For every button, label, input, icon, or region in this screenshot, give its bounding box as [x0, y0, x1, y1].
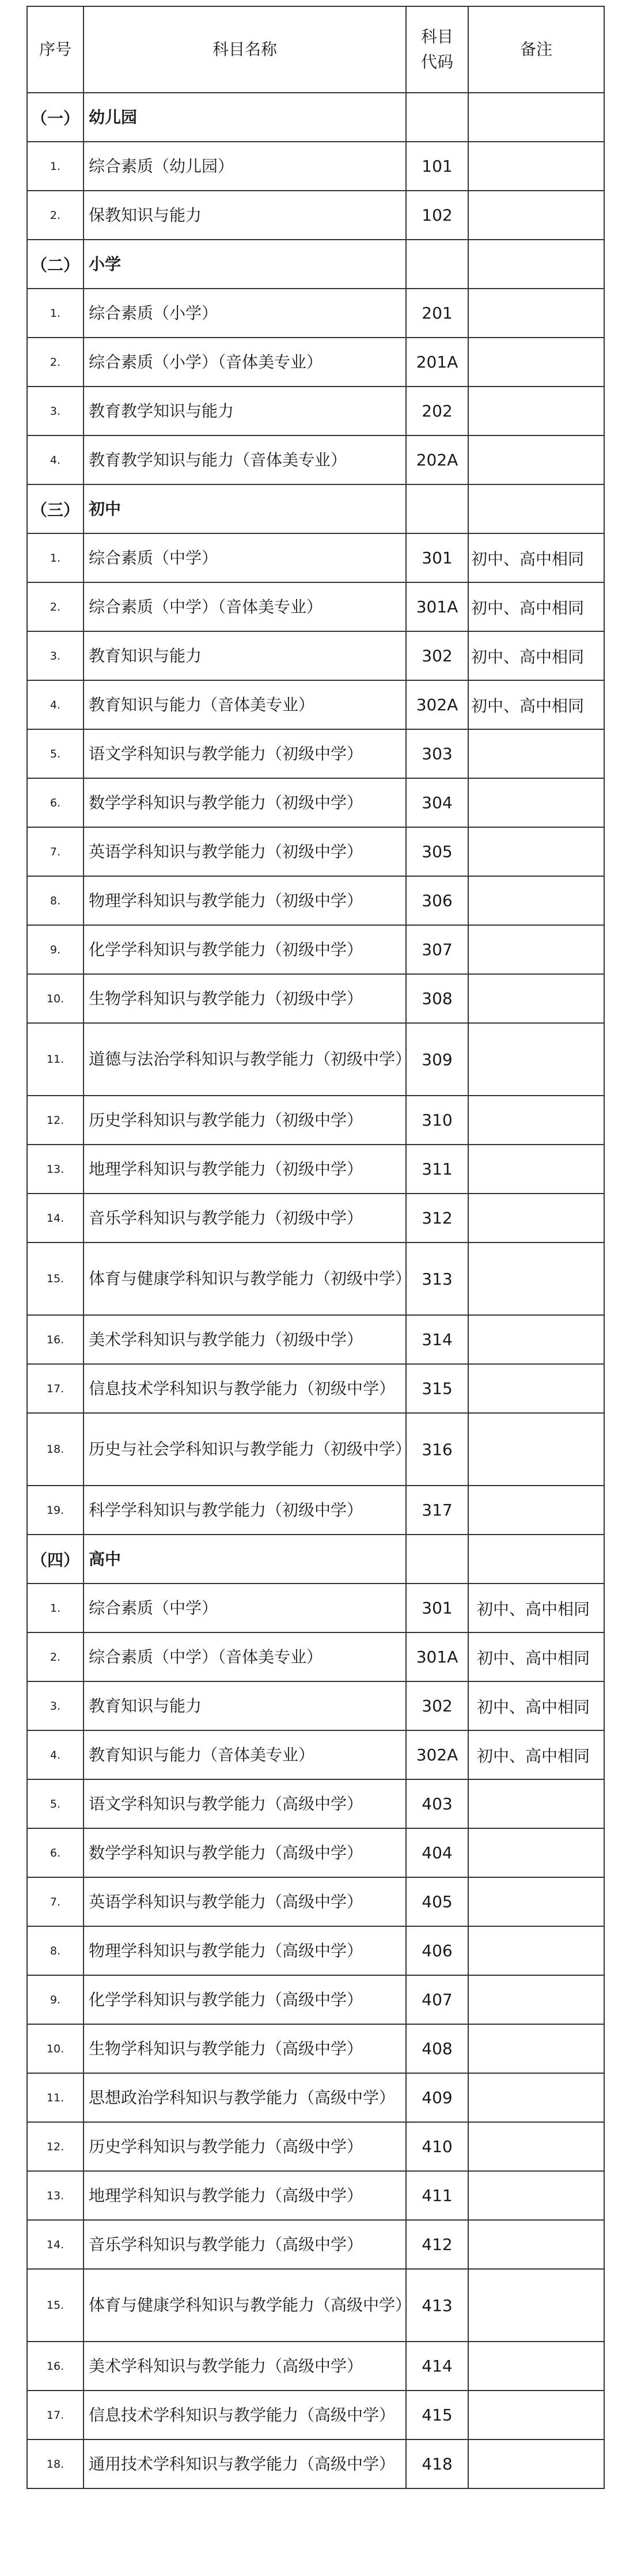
- row-no: 3.: [26, 1682, 84, 1731]
- row-name: 历史学科知识与教学能力（高级中学）: [84, 2123, 407, 2172]
- row-name: 综合素质（小学）: [84, 289, 407, 338]
- table-row: [26, 2342, 605, 2391]
- row-no: 6.: [26, 779, 84, 828]
- header-note: 备注: [469, 6, 605, 93]
- table-row: [26, 632, 605, 681]
- table-row: [26, 1145, 605, 1194]
- row-note: [469, 1145, 605, 1194]
- row-code: 414: [407, 2342, 469, 2391]
- row-code: 313: [407, 1243, 469, 1316]
- row-name: 教育知识与能力: [84, 1682, 407, 1731]
- row-code: 316: [407, 1414, 469, 1486]
- row-code: 302: [407, 632, 469, 681]
- row-note: [469, 1976, 605, 2025]
- row-name: 保教知识与能力: [84, 191, 407, 240]
- row-name: 初中: [84, 485, 407, 534]
- table-row: [26, 2270, 605, 2342]
- row-name: 高中: [84, 1535, 407, 1584]
- row-no: 12.: [26, 1096, 84, 1145]
- row-note: [469, 1535, 605, 1584]
- row-note: 初中、高中相同: [469, 1682, 605, 1731]
- table-row: [26, 2221, 605, 2270]
- row-code: 308: [407, 975, 469, 1024]
- row-no: 17.: [26, 1365, 84, 1414]
- section-row: [26, 485, 605, 534]
- table-row: [26, 1927, 605, 1976]
- row-name: 数学学科知识与教学能力（初级中学）: [84, 779, 407, 828]
- table-row: [26, 1780, 605, 1829]
- row-note: [469, 1780, 605, 1829]
- row-no: 1.: [26, 289, 84, 338]
- row-code: 311: [407, 1145, 469, 1194]
- table-row: [26, 1829, 605, 1878]
- row-no: 1.: [26, 142, 84, 191]
- row-name: 综合素质（中学）: [84, 1584, 407, 1633]
- row-code: 301A: [407, 583, 469, 632]
- row-note: [469, 338, 605, 387]
- table-row: [26, 1731, 605, 1780]
- table-row: [26, 877, 605, 926]
- row-name: 综合素质（中学）: [84, 534, 407, 583]
- row-code: 312: [407, 1194, 469, 1243]
- row-note: 初中、高中相同: [469, 1584, 605, 1633]
- row-no: 2.: [26, 1633, 84, 1682]
- row-name: 思想政治学科知识与教学能力（高级中学）: [84, 2074, 407, 2123]
- row-code: 413: [407, 2270, 469, 2342]
- row-note: [469, 828, 605, 877]
- row-no: 17.: [26, 2391, 84, 2440]
- row-no: 13.: [26, 1145, 84, 1194]
- table-row: [26, 1584, 605, 1633]
- table-row: [26, 1096, 605, 1145]
- row-code: 415: [407, 2391, 469, 2440]
- row-code: 309: [407, 1024, 469, 1096]
- row-code: 408: [407, 2025, 469, 2074]
- table-row: [26, 1976, 605, 2025]
- row-no: 14.: [26, 1194, 84, 1243]
- table-row: [26, 2025, 605, 2074]
- row-note: [469, 142, 605, 191]
- row-code: 310: [407, 1096, 469, 1145]
- row-code: 307: [407, 926, 469, 975]
- row-note: [469, 779, 605, 828]
- row-note: [469, 926, 605, 975]
- row-code: 302A: [407, 681, 469, 730]
- row-code: 406: [407, 1927, 469, 1976]
- row-note: [469, 1486, 605, 1535]
- row-code: [407, 1535, 469, 1584]
- row-name: 教育知识与能力: [84, 632, 407, 681]
- row-code: 410: [407, 2123, 469, 2172]
- row-no: 1.: [26, 1584, 84, 1633]
- row-code: 403: [407, 1780, 469, 1829]
- row-name: 综合素质（小学）（音体美专业）: [84, 338, 407, 387]
- row-name: 美术学科知识与教学能力（高级中学）: [84, 2342, 407, 2391]
- row-name: 综合素质（幼儿园）: [84, 142, 407, 191]
- row-note: [469, 1878, 605, 1927]
- row-code: 102: [407, 191, 469, 240]
- row-name: 综合素质（中学）（音体美专业）: [84, 583, 407, 632]
- header-no: 序号: [26, 6, 84, 93]
- row-code: 301: [407, 1584, 469, 1633]
- row-no: 5.: [26, 730, 84, 779]
- row-no: 2.: [26, 191, 84, 240]
- section-row: [26, 240, 605, 289]
- row-no: （二）: [26, 240, 84, 289]
- table-row: [26, 142, 605, 191]
- row-code: 315: [407, 1365, 469, 1414]
- table-row: [26, 1194, 605, 1243]
- row-note: [469, 730, 605, 779]
- table-row: [26, 926, 605, 975]
- row-no: 9.: [26, 1976, 84, 2025]
- row-no: 19.: [26, 1486, 84, 1535]
- table-row: [26, 1365, 605, 1414]
- row-no: 8.: [26, 877, 84, 926]
- row-no: 4.: [26, 681, 84, 730]
- row-code: 418: [407, 2440, 469, 2489]
- row-name: 教育知识与能力（音体美专业）: [84, 1731, 407, 1780]
- row-code: 405: [407, 1878, 469, 1927]
- row-note: [469, 2440, 605, 2489]
- table-row: [26, 828, 605, 877]
- row-name: 历史与社会学科知识与教学能力（初级中学）: [84, 1414, 407, 1486]
- row-code: 317: [407, 1486, 469, 1535]
- table-row: [26, 1316, 605, 1365]
- row-code: 409: [407, 2074, 469, 2123]
- row-note: [469, 93, 605, 142]
- row-code: 404: [407, 1829, 469, 1878]
- table-row: [26, 1243, 605, 1316]
- row-name: 道德与法治学科知识与教学能力（初级中学）: [84, 1024, 407, 1096]
- table-body: [26, 93, 605, 2489]
- row-note: [469, 436, 605, 485]
- row-code: 301: [407, 534, 469, 583]
- section-row: [26, 93, 605, 142]
- row-name: 教育教学知识与能力: [84, 387, 407, 436]
- row-note: [469, 289, 605, 338]
- row-name: 科学学科知识与教学能力（初级中学）: [84, 1486, 407, 1535]
- row-name: 英语学科知识与教学能力（高级中学）: [84, 1878, 407, 1927]
- row-code: 314: [407, 1316, 469, 1365]
- table-row: [26, 2391, 605, 2440]
- row-code: 305: [407, 828, 469, 877]
- row-name: 语文学科知识与教学能力（初级中学）: [84, 730, 407, 779]
- row-note: [469, 877, 605, 926]
- row-name: 物理学科知识与教学能力（高级中学）: [84, 1927, 407, 1976]
- row-note: [469, 1829, 605, 1878]
- row-code: 201: [407, 289, 469, 338]
- row-code: 302: [407, 1682, 469, 1731]
- row-code: [407, 240, 469, 289]
- row-note: [469, 1024, 605, 1096]
- row-name: 体育与健康学科知识与教学能力（初级中学）: [84, 1243, 407, 1316]
- table-row: [26, 338, 605, 387]
- row-code: 407: [407, 1976, 469, 2025]
- row-note: [469, 2172, 605, 2221]
- row-no: 16.: [26, 2342, 84, 2391]
- row-no: （四）: [26, 1535, 84, 1584]
- row-note: [469, 2074, 605, 2123]
- row-no: 2.: [26, 583, 84, 632]
- row-name: 音乐学科知识与教学能力（初级中学）: [84, 1194, 407, 1243]
- row-note: [469, 2342, 605, 2391]
- row-no: 8.: [26, 1927, 84, 1976]
- row-note: [469, 2025, 605, 2074]
- row-no: 3.: [26, 387, 84, 436]
- row-code: 202: [407, 387, 469, 436]
- row-no: 14.: [26, 2221, 84, 2270]
- row-no: 1.: [26, 534, 84, 583]
- row-name: 数学学科知识与教学能力（高级中学）: [84, 1829, 407, 1878]
- row-name: 体育与健康学科知识与教学能力（高级中学）: [84, 2270, 407, 2342]
- table-row: [26, 1633, 605, 1682]
- table-row: [26, 2172, 605, 2221]
- row-no: 9.: [26, 926, 84, 975]
- row-no: 2.: [26, 338, 84, 387]
- row-no: 13.: [26, 2172, 84, 2221]
- row-name: 美术学科知识与教学能力（初级中学）: [84, 1316, 407, 1365]
- table-row: [26, 191, 605, 240]
- row-no: 6.: [26, 1829, 84, 1878]
- table-row: [26, 387, 605, 436]
- row-no: （一）: [26, 93, 84, 142]
- row-note: [469, 240, 605, 289]
- row-name: 通用技术学科知识与教学能力（高级中学）: [84, 2440, 407, 2489]
- row-no: 18.: [26, 1414, 84, 1486]
- table-row: [26, 583, 605, 632]
- row-note: [469, 2123, 605, 2172]
- row-name: 物理学科知识与教学能力（初级中学）: [84, 877, 407, 926]
- row-note: [469, 2270, 605, 2342]
- row-note: 初中、高中相同: [469, 1633, 605, 1682]
- row-name: 教育教学知识与能力（音体美专业）: [84, 436, 407, 485]
- row-no: 15.: [26, 2270, 84, 2342]
- row-name: 生物学科知识与教学能力（初级中学）: [84, 975, 407, 1024]
- row-no: 3.: [26, 632, 84, 681]
- table-row: [26, 534, 605, 583]
- table-row: [26, 2123, 605, 2172]
- table-row: [26, 681, 605, 730]
- row-name: 英语学科知识与教学能力（初级中学）: [84, 828, 407, 877]
- row-note: [469, 1096, 605, 1145]
- row-name: 综合素质（中学）（音体美专业）: [84, 1633, 407, 1682]
- table-row: [26, 289, 605, 338]
- row-name: 幼儿园: [84, 93, 407, 142]
- row-note: 初中、高中相同: [469, 583, 605, 632]
- row-no: 15.: [26, 1243, 84, 1316]
- row-code: [407, 93, 469, 142]
- row-name: 语文学科知识与教学能力（高级中学）: [84, 1780, 407, 1829]
- row-note: [469, 387, 605, 436]
- row-code: 202A: [407, 436, 469, 485]
- row-name: 历史学科知识与教学能力（初级中学）: [84, 1096, 407, 1145]
- table-row: [26, 436, 605, 485]
- row-code: 302A: [407, 1731, 469, 1780]
- row-note: [469, 1414, 605, 1486]
- row-note: [469, 1194, 605, 1243]
- row-name: 信息技术学科知识与教学能力（初级中学）: [84, 1365, 407, 1414]
- row-note: 初中、高中相同: [469, 681, 605, 730]
- row-note: [469, 485, 605, 534]
- row-name: 生物学科知识与教学能力（高级中学）: [84, 2025, 407, 2074]
- table-row: [26, 779, 605, 828]
- row-code: [407, 485, 469, 534]
- table-row: [26, 1878, 605, 1927]
- row-no: 10.: [26, 975, 84, 1024]
- row-no: 11.: [26, 1024, 84, 1096]
- row-code: 301A: [407, 1633, 469, 1682]
- row-note: [469, 975, 605, 1024]
- row-note: [469, 191, 605, 240]
- table-row: [26, 1414, 605, 1486]
- subject-table: [26, 6, 605, 2489]
- row-name: 音乐学科知识与教学能力（高级中学）: [84, 2221, 407, 2270]
- row-note: [469, 2221, 605, 2270]
- row-note: 初中、高中相同: [469, 534, 605, 583]
- row-no: 5.: [26, 1780, 84, 1829]
- row-note: [469, 2391, 605, 2440]
- row-no: 10.: [26, 2025, 84, 2074]
- row-name: 化学学科知识与教学能力（高级中学）: [84, 1976, 407, 2025]
- row-no: 18.: [26, 2440, 84, 2489]
- row-note: 初中、高中相同: [469, 1731, 605, 1780]
- header-name: 科目名称: [84, 6, 407, 93]
- row-no: 7.: [26, 828, 84, 877]
- row-name: 地理学科知识与教学能力（高级中学）: [84, 2172, 407, 2221]
- row-code: 306: [407, 877, 469, 926]
- row-code: 201A: [407, 338, 469, 387]
- row-name: 教育知识与能力（音体美专业）: [84, 681, 407, 730]
- row-note: 初中、高中相同: [469, 632, 605, 681]
- row-no: 7.: [26, 1878, 84, 1927]
- row-name: 信息技术学科知识与教学能力（高级中学）: [84, 2391, 407, 2440]
- row-no: （三）: [26, 485, 84, 534]
- row-no: 11.: [26, 2074, 84, 2123]
- table-row: [26, 1024, 605, 1096]
- row-no: 4.: [26, 436, 84, 485]
- row-note: [469, 1243, 605, 1316]
- row-name: 化学学科知识与教学能力（初级中学）: [84, 926, 407, 975]
- row-note: [469, 1316, 605, 1365]
- row-no: 4.: [26, 1731, 84, 1780]
- table-row: [26, 730, 605, 779]
- table-row: [26, 2074, 605, 2123]
- row-code: 411: [407, 2172, 469, 2221]
- table-row: [26, 2440, 605, 2489]
- row-note: [469, 1927, 605, 1976]
- row-note: [469, 1365, 605, 1414]
- table-header: [26, 6, 605, 93]
- row-code: 101: [407, 142, 469, 191]
- table-row: [26, 975, 605, 1024]
- row-no: 16.: [26, 1316, 84, 1365]
- section-row: [26, 1535, 605, 1584]
- row-code: 303: [407, 730, 469, 779]
- row-no: 12.: [26, 2123, 84, 2172]
- table-row: [26, 1486, 605, 1535]
- row-code: 412: [407, 2221, 469, 2270]
- table-row: [26, 1682, 605, 1731]
- header-code: 科目 代码: [407, 6, 469, 93]
- row-name: 地理学科知识与教学能力（初级中学）: [84, 1145, 407, 1194]
- row-code: 304: [407, 779, 469, 828]
- row-name: 小学: [84, 240, 407, 289]
